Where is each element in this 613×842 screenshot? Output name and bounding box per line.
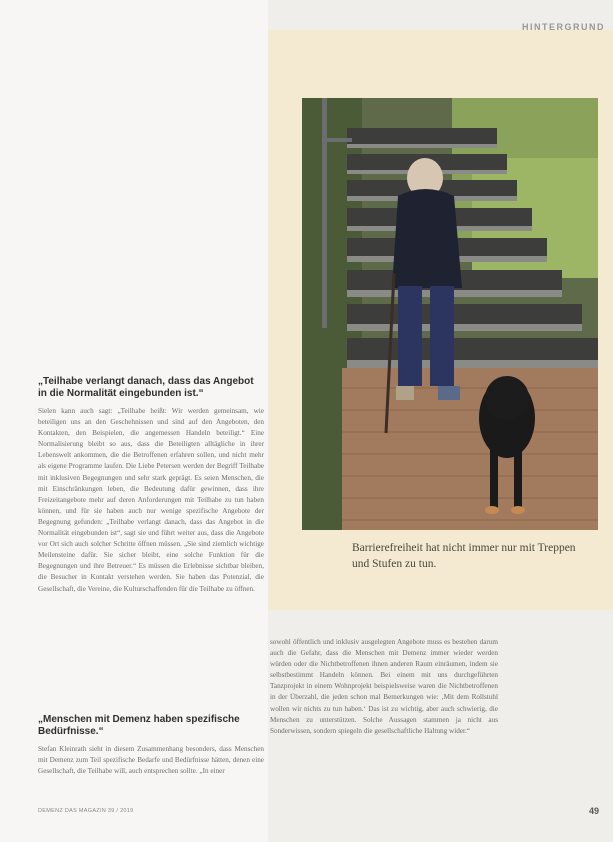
staircase-dog-photo — [302, 98, 598, 530]
column2-body: sowohl öffentlich und inklusiv ausgelegten Angebote muss es bestehen darum auch die Gefahr, dass die Menschen mit Demenz immer wieder werden würden oder die Nichtbetroffenen ihnen anderen Raum einräumen, indem sie selbstbestimmt Handeln können. Bei einem mit uns durchgeführten Tanzprojekt in einem Wohnprojekt beispielsweise waren die Nichtbetroffenen in der Überzahl, die jeden schon mal Bemerkungen wie: ‚Mit dem Rollstuhl wollen wir nichts zu tun haben.‘ Das ist zu wichtig, aber auch schwierig, die Menschen zu unterstützen. Solche Aussagen stammen ja nicht aus Sonderwissen, sondern spiegeln die gesellschaftliche Haltung wider.“ — [270, 638, 498, 735]
photo-caption: Barrierefreiheit hat nicht immer nur mit Treppen und Stufen zu tun. — [352, 542, 576, 570]
section-tag: HINTERGRUND — [522, 22, 605, 32]
section1-body: Sielen kann auch sagt: „Teilhabe heißt: Wir werden gemeinsam, wie beteiligen uns an den Geschehnissen und sind auf den Angeboten, den Kontakten, den Beispielen, die angemessen Handeln beteiligt.“ Eine Normalisierung bleibt so aus, dass die Beteiligten alltägliche in ihrer Lebenswelt ankommen, die die Betroffenen erfahren sollen, und nicht mehr als eigene Programme laufen. Die Liebe Petersen werden der Begriff Teilhabe mit inklusiven Begegnungen und sehr stark geprägt. Es seien Menschen, die mit Einschränkungen leben, die Bedeutung dafür gewinnen, dass ihre Freizeitangebote mehr auf deren Anforderungen mit Teilhabe zu tun haben können, und für sie haben auch nur wenige spezifische Angebote der Begegnung gefunden: „Teilhabe verlangt danach, dass das Angebot in die Normalität eingebunden ist“, sagt sie und führt weiter aus, dass die Angebote vor Ort sich auch solcher Schritte öffnen müssen. „Sie sind ziemlich wichtige Meilensteine dafür. Sie sicher bleibt, eine solche Funktion für die Begegnungen und ihre Betreuer.“ Es müssen die Erlebnisse sichtbar bleiben, die Besucher in Kontakt verstehen werden. Sie haben das Potenzial, die Gesellschaft, die Vereine, die Kulturschaffenden für die Teilhabe zu öffnen. — [38, 407, 264, 593]
page-number: 49 — [588, 806, 599, 816]
section1-heading: „Teilhabe verlangt danach, dass das Angebot in die Normalität eingebunden ist.“ — [38, 376, 254, 399]
section2-heading: „Menschen mit Demenz haben spezifische Bedürfnisse.“ — [38, 714, 240, 737]
section2-body: Stefan Kleinrath sieht in diesem Zusammenhang besonders, dass Menschen mit Demenz zum Teil spezifische Bedarfe und Bedürfnisse hätten, denen eine Gesellschaft, die Teilhabe will, auch entsprechen sollte. „In einer — [38, 745, 264, 776]
article-photo — [302, 98, 598, 530]
publication-footer: DEMENZ DAS MAGAZIN 39 / 2019 — [38, 808, 134, 814]
